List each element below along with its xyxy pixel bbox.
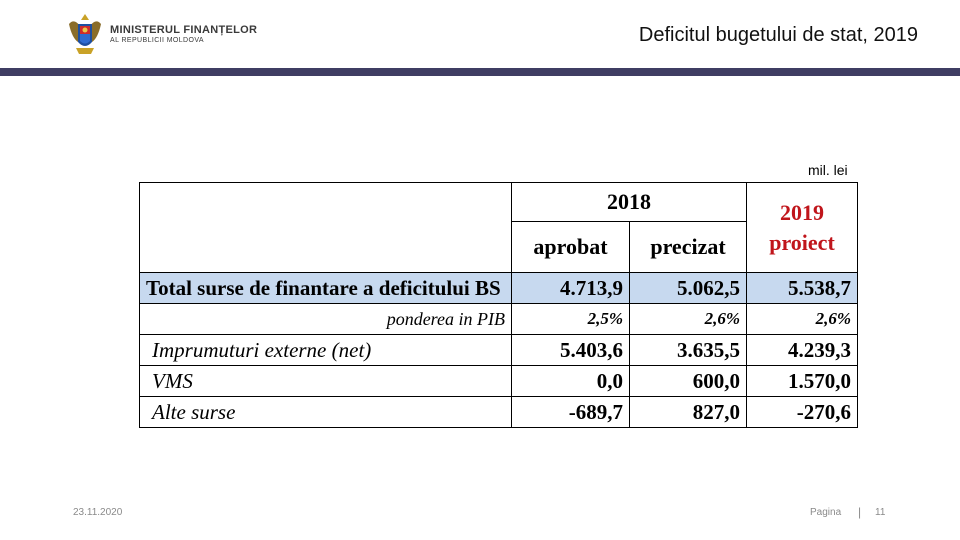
ministry-wordmark xyxy=(110,24,257,44)
table-header-row-year xyxy=(140,183,858,222)
cell-proiect: -270,6 xyxy=(747,397,858,428)
row-label: ponderea in PIB xyxy=(140,304,512,335)
cell-aprobat: 2,5% xyxy=(512,304,630,335)
header-2019-label: proiect xyxy=(769,229,835,255)
coat-of-arms-icon xyxy=(66,12,104,58)
table-row-alte-surse xyxy=(140,397,858,428)
footer-page-label: Pagina xyxy=(810,507,842,518)
row-label: VMS xyxy=(140,366,512,397)
header-precizat: precizat xyxy=(630,222,747,273)
cell-precizat: 600,0 xyxy=(630,366,747,397)
footer-page-number: 11 xyxy=(875,507,886,518)
cell-proiect: 5.538,7 xyxy=(747,273,858,304)
header-year-2018: 2018 xyxy=(512,183,747,222)
ministry-name: MINISTERUL FINANȚELOR xyxy=(110,24,258,36)
cell-precizat: 827,0 xyxy=(630,397,747,428)
cell-aprobat: 0,0 xyxy=(512,366,630,397)
footer-date: 23.11.2020 xyxy=(73,507,123,518)
cell-proiect: 2,6% xyxy=(747,304,858,335)
deficit-table xyxy=(139,182,858,428)
slide-header xyxy=(0,0,960,68)
header-2019-proiect xyxy=(747,183,858,273)
row-label: Alte surse xyxy=(140,397,512,428)
table-header-blank xyxy=(140,183,512,273)
cell-proiect: 4.239,3 xyxy=(747,335,858,366)
cell-precizat: 3.635,5 xyxy=(630,335,747,366)
unit-label: mil. lei xyxy=(808,162,848,178)
ministry-subtitle: AL REPUBLICII MOLDOVA xyxy=(110,37,204,44)
header-divider xyxy=(0,68,960,76)
table-row-pib xyxy=(140,304,858,335)
cell-aprobat: 5.403,6 xyxy=(512,335,630,366)
cell-aprobat: -689,7 xyxy=(512,397,630,428)
cell-precizat: 5.062,5 xyxy=(630,273,747,304)
table-row-imprumuturi xyxy=(140,335,858,366)
header-2019-year: 2019 xyxy=(780,199,824,225)
cell-aprobat: 4.713,9 xyxy=(512,273,630,304)
table-row-total xyxy=(140,273,858,304)
row-label: Imprumuturi externe (net) xyxy=(140,335,512,366)
footer-separator: | xyxy=(858,505,862,519)
cell-proiect: 1.570,0 xyxy=(747,366,858,397)
table-row-vms xyxy=(140,366,858,397)
row-label: Total surse de finantare a deficitului BS xyxy=(140,273,512,304)
header-aprobat: aprobat xyxy=(512,222,630,273)
cell-precizat: 2,6% xyxy=(630,304,747,335)
page-title: Deficitul bugetului de stat, 2019 xyxy=(638,24,918,46)
